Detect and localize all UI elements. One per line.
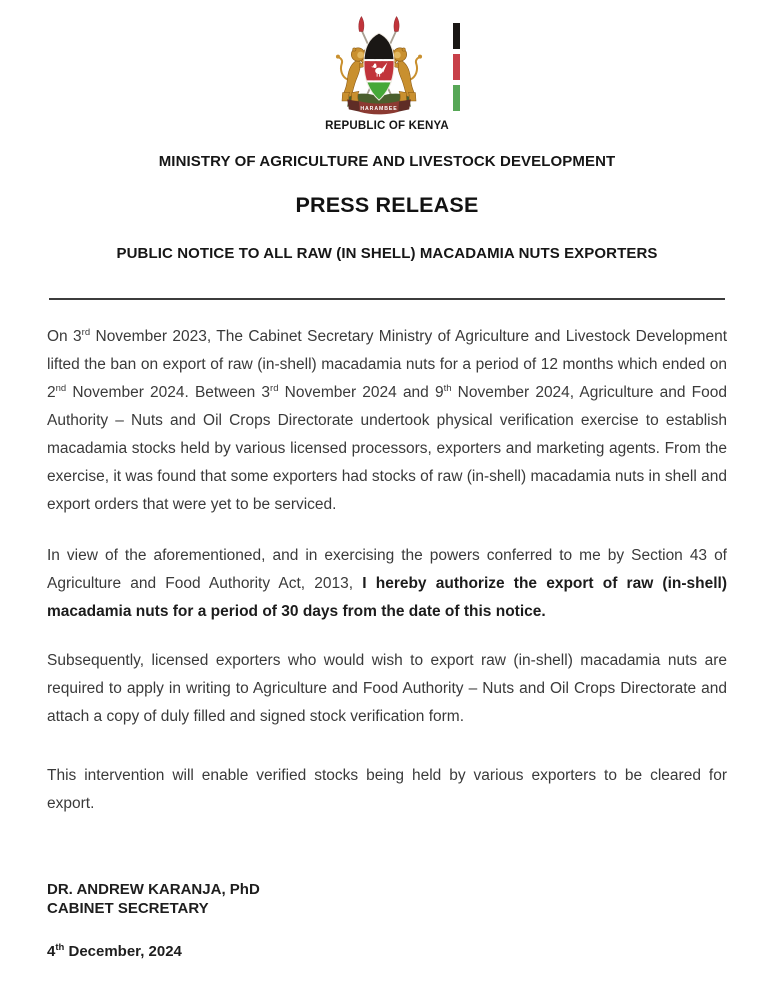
flag-red-segment <box>453 54 460 80</box>
kenya-flag-bar-icon <box>453 23 460 111</box>
date-rest: December, 2024 <box>64 943 182 960</box>
ordinal-superscript: th <box>443 382 452 394</box>
text-segment: On 3 <box>47 328 82 345</box>
divider-rule <box>49 298 725 300</box>
signatory-title: CABINET SECRETARY <box>47 900 209 917</box>
ministry-heading: MINISTRY OF AGRICULTURE AND LIVESTOCK DEVELOPMENT <box>158 153 616 170</box>
paragraph-2 <box>47 542 727 626</box>
text-segment: November 2024. Between 3 <box>66 384 271 401</box>
harambee-ribbon-text: HARAMBEE <box>360 105 398 112</box>
text-segment: November 2024 and 9 <box>278 384 444 401</box>
paragraph-3: Subsequently, licensed exporters who would wish to export raw (in-shell) macadamia nuts are required to apply in writing to Agriculture and Food Authority – Nuts and Oil Crops Directorate and attach a copy of duly filled and signed stock verification form. <box>47 652 727 725</box>
ordinal-superscript: rd <box>81 326 91 338</box>
flag-black-segment <box>453 23 460 49</box>
flag-green-segment <box>453 85 460 111</box>
paragraph-4: This intervention will enable verified stocks being held by various exporters to be cleared for export. <box>47 767 727 812</box>
ordinal-superscript: nd <box>55 382 67 394</box>
ordinal-superscript: rd <box>270 382 279 394</box>
kenya-coat-of-arms <box>312 13 462 119</box>
paragraph-1 <box>47 323 727 519</box>
coat-of-arms-emblem-icon <box>312 13 446 117</box>
signatory-name: DR. ANDREW KARANJA, PhD <box>47 881 260 898</box>
press-release-title: PRESS RELEASE <box>295 193 479 217</box>
ordinal-superscript: th <box>55 942 65 953</box>
republic-of-kenya-caption: REPUBLIC OF KENYA <box>325 120 449 132</box>
authorization-bold-text: I hereby authorize the export of raw (in-shell) macadamia nuts for a period of 30 days from the date of this notice. <box>47 575 728 620</box>
text-segment: November 2023, The Cabinet Secretary Ministry of Agriculture and Livestock Development lifted the ban on export of raw (in-shell) macadamia nuts for a period of 12 months which ended on 2 <box>47 328 727 401</box>
public-notice-subtitle: PUBLIC NOTICE TO ALL RAW (IN SHELL) MACADAMIA NUTS EXPORTERS <box>116 245 658 262</box>
date-day: 4 <box>47 943 56 960</box>
document-date <box>47 943 727 960</box>
text-segment: In view of the aforementioned, and in exercising the powers conferred to me by Section 43 of Agriculture and Food Authority Act, 2013, <box>47 547 727 592</box>
text-segment: November 2024, Agriculture and Food Authority – Nuts and Oil Crops Directorate undertook physical verification exercise to establish macadamia stocks held by various licensed processors, exporters and marketing agents. From the exercise, it was found that some exporters had stocks of raw (in-shell) macadamia nuts in shell and export orders that were yet to be serviced. <box>47 384 727 513</box>
